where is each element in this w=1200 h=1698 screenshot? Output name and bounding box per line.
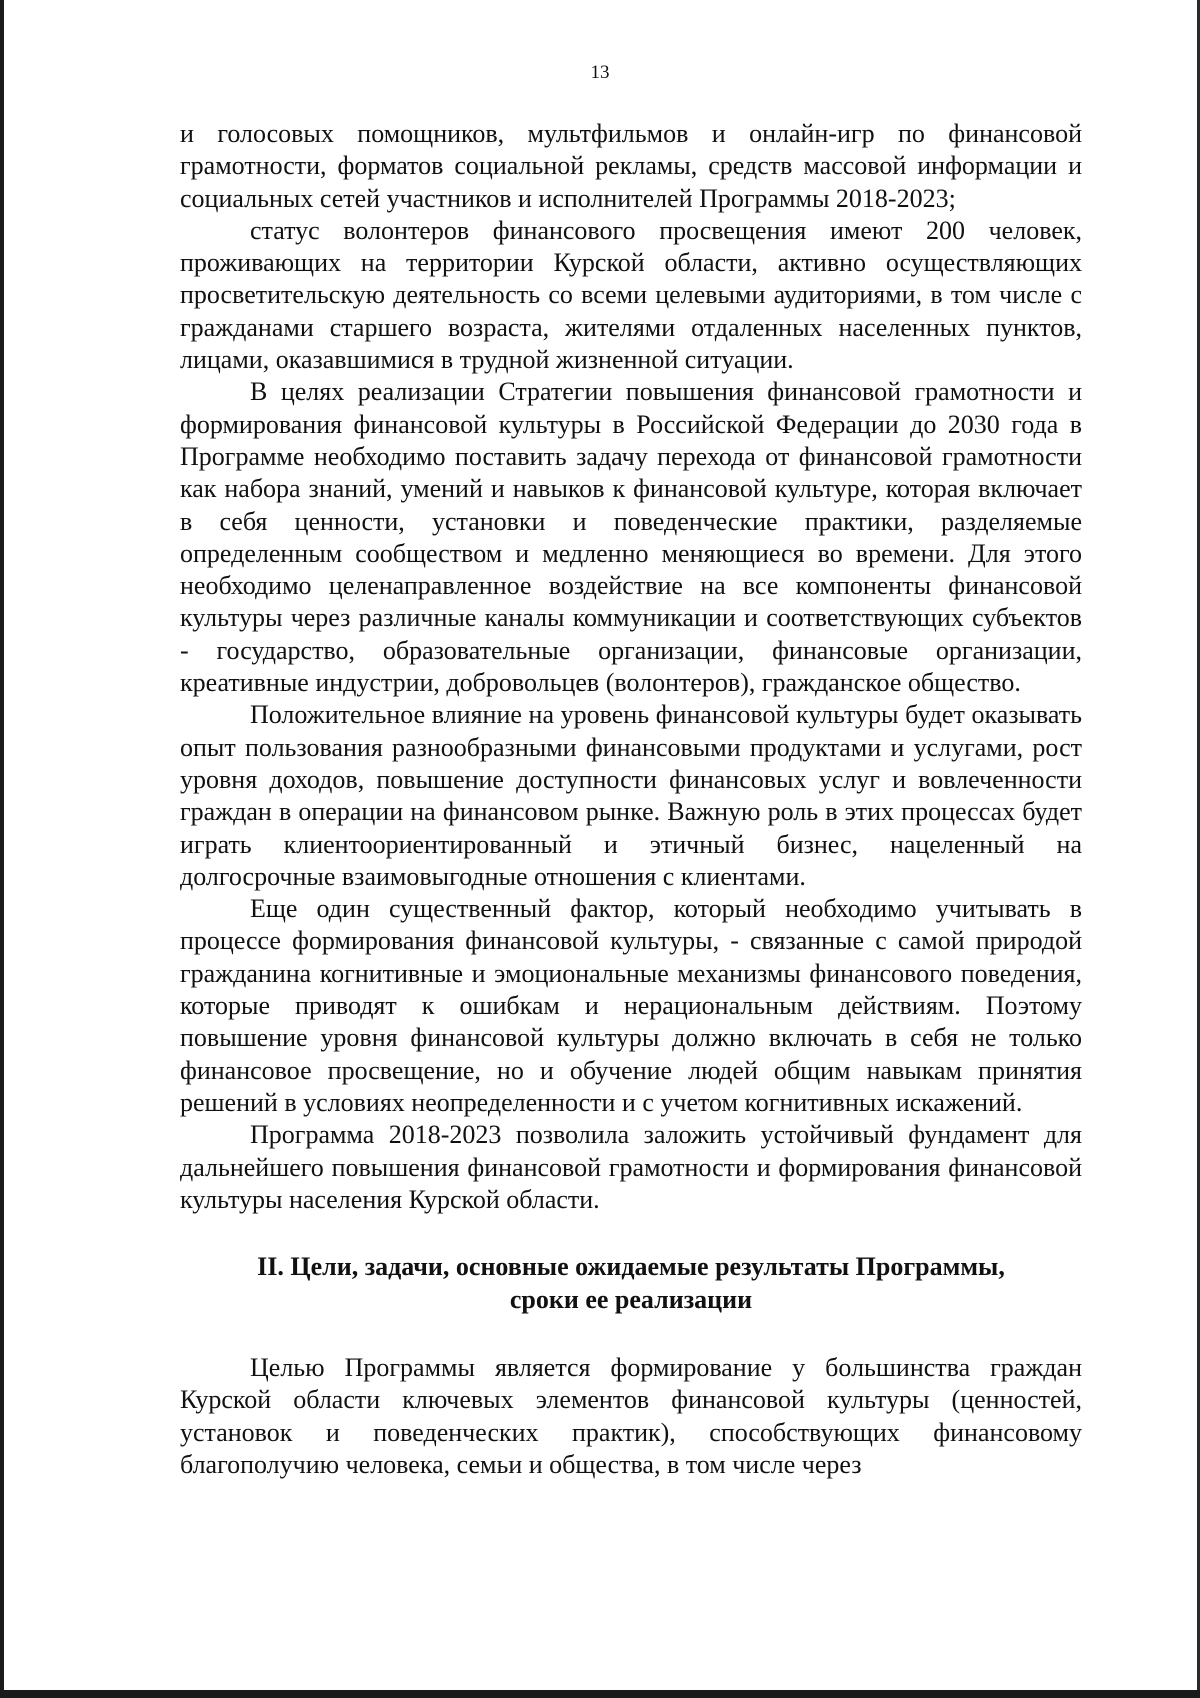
scan-border-bottom — [0, 1690, 1200, 1698]
paragraph-volunteers: статус волонтеров финансового просвещения имеют 200 человек, проживающих на территории Курской области, активно осуществляющих просветительскую деятельность со всеми целевыми аудиториями, в том числе с гражданами старшего возраста, жителями отдаленных населенных пунктов, лицами, оказавшимися в трудной жизненной ситуации. — [180, 215, 1082, 375]
paragraph-program-goal: Целью Программы является формирование у большинства граждан Курской области ключевых элементов финансовой культуры (ценностей, установок и поведенческих практик), способствующих финансовому благополучию человека, семьи и общества, в том числе через — [180, 1353, 1082, 1479]
section-heading-line-2: сроки ее реализации — [509, 1285, 753, 1315]
section-heading-line-1: II. Цели, задачи, основные ожидаемые результаты Программы, — [257, 1252, 1005, 1282]
paragraph-cognitive-factor: Еще один существенный фактор, который необходимо учитывать в процессе формирования финансовой культуры, - связанные с самой природой гражданина когнитивные и эмоциональные механизмы финансового поведения, которые приводят к ошибкам и нерациональным действиям. Поэтому повышение уровня финансовой культуры должно включать в себя не только финансовое просвещение, но и обучение людей общим навыкам принятия решений в условиях неопределенности и с учетом когнитивных искажений. — [180, 894, 1082, 1117]
paragraph-continuation: и голосовых помощников, мультфильмов и онлайн-игр по финансовой грамотности, форматов социальной рекламы, средств массовой информации и социальных сетей участников и исполнителей Программы 2018-2023; — [180, 119, 1082, 213]
paragraph-foundation: Программа 2018-2023 позволила заложить устойчивый фундамент для дальнейшего повышения финансовой грамотности и формирования финансовой культуры населения Курской области. — [180, 1120, 1082, 1214]
scan-border-left — [0, 0, 4, 1698]
paragraph-strategy: В целях реализации Стратегии повышения финансовой грамотности и формирования финансовой культуры в Российской Федерации до 2030 года в Программе необходимо поставить задачу перехода от финансовой грамотности как набора знаний, умений и навыков к финансовой культуре, которая включает в себя ценности, установки и поведенческие практики, разделяемые определенным сообществом и медленно меняющиеся во времени. Для этого необходимо целенаправленное воздействие на все компоненты финансовой культуры через различные каналы коммуникации и соответствующих субъектов - государство, образовательные организации, финансовые организации, креативные индустрии, добровольцев (волонтеров), гражданское общество. — [180, 377, 1082, 698]
section-heading — [180, 1250, 1082, 1316]
document-body — [180, 118, 1082, 1481]
page-number: 13 — [590, 62, 610, 83]
paragraph-positive-influence: Положительное влияние на уровень финансовой культуры будет оказывать опыт пользования разнообразными финансовыми продуктами и услугами, рост уровня доходов, повышение доступности финансовых услуг и вовлеченности граждан в операции на финансовом рынке. Важную роль в этих процессах будет играть клиентоориентированный и этичный бизнес, нацеленный на долгосрочные взаимовыгодные отношения с клиентами. — [180, 700, 1082, 891]
